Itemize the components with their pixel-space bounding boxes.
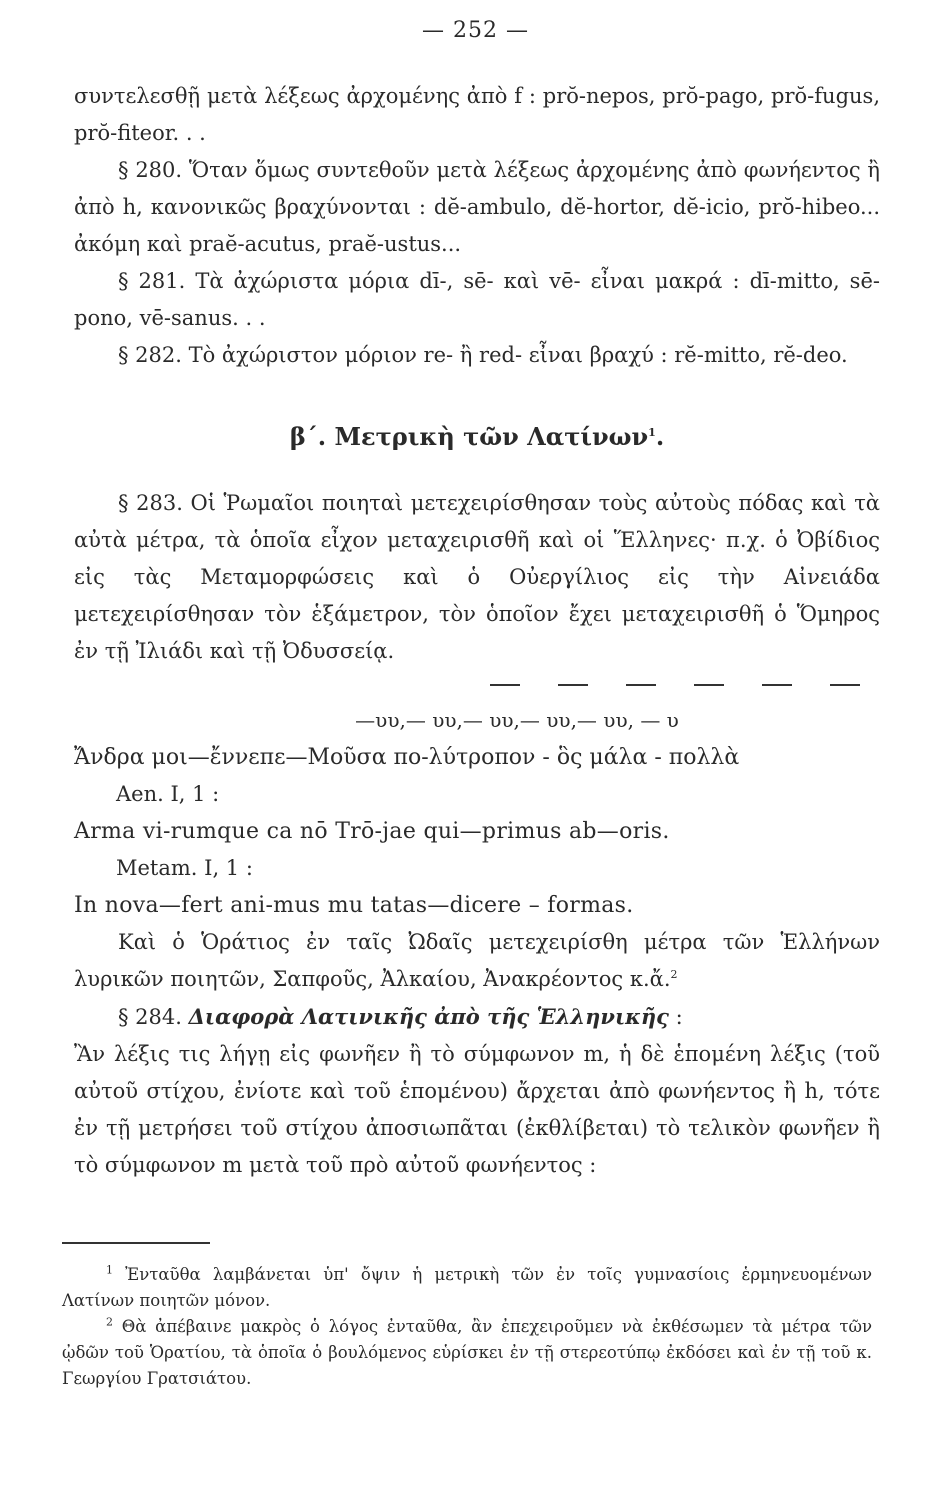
section-284-colon: :	[675, 1005, 683, 1029]
dash-mark	[762, 684, 792, 686]
dash-mark	[558, 684, 588, 686]
metamorphoses-reference: Metam. I, 1 :	[116, 856, 253, 880]
section-282: § 282. Τὸ ἀχώριστον μόριον re- ἢ red- εἶναι βραχύ : rĕ-mitto, rĕ-deo.	[118, 343, 848, 367]
section-284	[74, 998, 880, 1184]
paragraph-continuation: συντελεσθῇ μετὰ λέξεως ἀρχομένης ἀπὸ f : prŏ-nepos, prŏ-pago, prŏ-fugus, prŏ-fiteor. . .	[74, 84, 880, 145]
section-284-title: Διαφορὰ Λατινικῆς ἀπὸ τῆς Ἑλληνικῆς	[188, 1004, 669, 1029]
footnote-1	[62, 1262, 872, 1314]
metrical-scheme: —υυ,— υυ,— υυ,— υυ,— υυ, — υ	[355, 708, 679, 732]
footnote-ref-2: 2	[670, 968, 678, 981]
footnote-2-number: 2	[106, 1315, 113, 1329]
dash-mark	[626, 684, 656, 686]
dash-mark	[830, 684, 860, 686]
aeneid-reference: Aen. I, 1 :	[116, 782, 220, 806]
footnote-ref-1: 1	[648, 426, 656, 439]
horace-text: Καὶ ὁ Ὁράτιος ἐν ταῖς Ὠδαῖς μετεχειρίσθη μέτρα τῶν Ἑλλήνων λυρικῶν ποιητῶν, Σαπφοῦς, Ἀλκαίου, Ἀνακρέοντος κ.ἄ.	[74, 930, 880, 991]
section-284-number: § 284.	[118, 1005, 182, 1029]
main-text	[74, 78, 880, 1184]
page-number: — 252 —	[422, 18, 529, 43]
aeneid-verse: Arma vi-rumque ca nō Trō-jae qui—primus ab—oris.	[74, 819, 670, 844]
section-281: § 281. Τὰ ἀχώριστα μόρια dī-, sē- καὶ vē- εἶναι μακρά : dī-mitto, sē-pono, vē-sanus. . .	[74, 269, 880, 330]
section-heading: β΄. Μετρικὴ τῶν Λατίνων$^1$.	[289, 422, 665, 451]
footnote-2-text: Θὰ ἀπέβαινε μακρὸς ὁ λόγος ἐνταῦθα, ἂν ἐπεχειροῦμεν νὰ ἐκθέσωμεν τὰ μέτρα τῶν ᾠδῶν τοῦ Ὁρατίου, τὰ ὁποῖα ὁ βουλόμενος εὑρίσκει ἐν τῇ στερεοτύπῳ ἐκδόσει καὶ ἐν τῇ τοῦ κ. Γεωργίου Γρατσιάτου.	[62, 1317, 873, 1388]
section-280: § 280. Ὅταν ὅμως συντεθοῦν μετὰ λέξεως ἀρχομένης ἀπὸ φωνήεντος ἢ ἀπὸ h, κανονικῶς βραχύνονται : dĕ-ambulo, dĕ-hortor, dĕ-icio, prŏ-hibeo... ἀκόμη καὶ praĕ-acutus, praĕ-ustus...	[74, 158, 880, 256]
footnote-rule	[62, 1242, 210, 1244]
dash-mark	[490, 684, 520, 686]
dash-mark	[694, 684, 724, 686]
footnote-2	[62, 1314, 872, 1392]
heading-text: β΄. Μετρικὴ τῶν Λατίνων	[289, 422, 649, 451]
homer-verse: Ἄνδρα μοι—ἔννεπε—Μοῦσα πο-λύτροπον - ὃς μάλα - πολλὰ	[74, 745, 740, 770]
horace-paragraph	[74, 924, 880, 998]
section-283: § 283. Οἱ Ῥωμαῖοι ποιηταὶ μετεχειρίσθησαν τοὺς αὐτοὺς πόδας καὶ τὰ αὐτὰ μέτρα, τὰ ὁποῖα εἶχον μεταχειρισθῆ καὶ οἱ Ἕλληνες· π.χ. ὁ Ὀβίδιος εἰς τὰς Μεταμορφώσεις καὶ ὁ Οὐεργίλιος εἰς τὴν Αἰνειάδα μετεχειρίσθησαν τὸν ἑξάμετρον, τὸν ὁποῖον ἔχει μεταχειρισθῆ ὁ Ὅμηρος ἐν τῇ Ἰλιάδι καὶ τῇ Ὀδυσσείᾳ.	[74, 491, 880, 663]
footnotes	[62, 1262, 872, 1392]
metamorphoses-verse: In nova—fert ani-mus mu tatas—dicere – formas.	[74, 893, 634, 918]
footnote-1-number: 1	[106, 1263, 113, 1277]
section-284-text: Ἂν λέξις τις λήγῃ εἰς φωνῆεν ἢ τὸ σύμφωνον m, ἡ δὲ ἑπομένη λέξις (τοῦ αὐτοῦ στίχου, ἐνίοτε καὶ τοῦ ἑπομένου) ἄρχεται ἀπὸ φωνήεντος ἢ h, τότε ἐν τῇ μετρήσει τοῦ στίχου ἀποσιωπᾶται (ἐκθλίβεται) τὸ τελικὸν φωνῆεν ἢ τὸ σύμφωνον m μετὰ τοῦ πρὸ αὐτοῦ φωνήεντος :	[74, 1042, 880, 1177]
hexameter-dash-row	[74, 670, 880, 700]
footnote-1-text: Ἐνταῦθα λαμβάνεται ὑπ' ὄψιν ἡ μετρικὴ τῶν ἐν τοῖς γυμνασίοις ἑρμηνευομένων Λατίνων ποιητῶν μόνον.	[62, 1265, 872, 1310]
